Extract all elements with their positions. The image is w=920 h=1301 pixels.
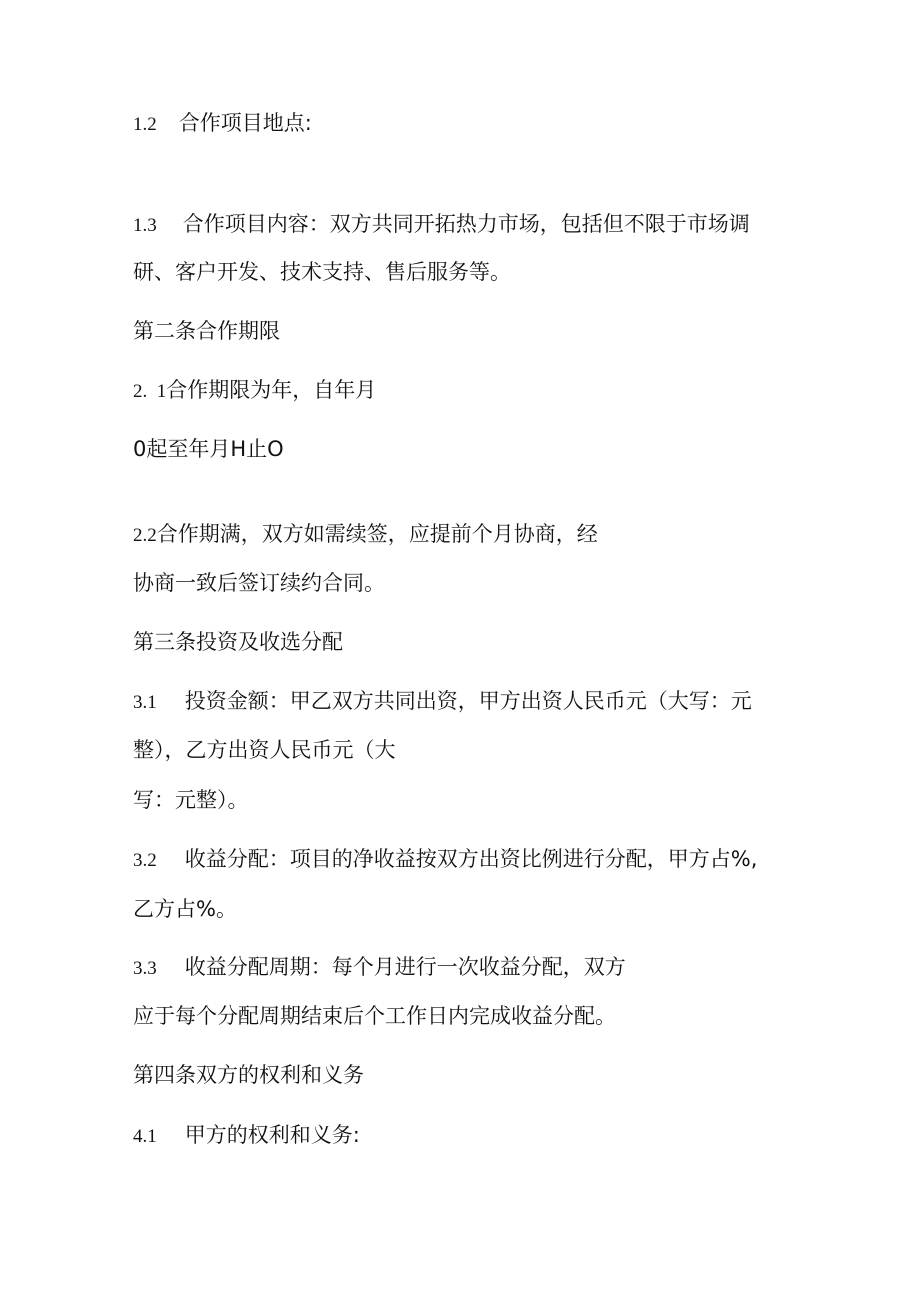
clause-text: 合作项目内容：双方共同开拓热力市场，包括但不限于市场调: [182, 212, 750, 236]
clause-3-1-continued-2: [133, 786, 249, 814]
clause-number: 3.3: [133, 958, 157, 979]
clause-1-3: [133, 210, 750, 240]
article-3-heading: [133, 628, 343, 656]
clause-text: 乙方占%。: [133, 897, 237, 921]
clause-text: 写：元整）。: [133, 788, 249, 812]
clause-text: 收益分配：项目的净收益按双方出资比例进行分配，甲方占%,: [184, 847, 758, 871]
clause-3-1-continued: [133, 736, 396, 764]
clause-2-1: [133, 376, 376, 406]
clause-3-1: [133, 687, 752, 717]
clause-2-1-continued: [133, 435, 284, 463]
clause-text: 研、客户开发、技术支持、售后服务等。: [133, 260, 511, 284]
clause-3-2-continued: [133, 895, 237, 923]
clause-number: 1.2: [133, 114, 157, 135]
clause-text: 合作期限为年，自年月: [166, 378, 377, 402]
clause-2-2: [133, 520, 598, 550]
clause-1-3-continued: [133, 258, 511, 286]
clause-3-3-continued: [133, 1002, 616, 1030]
clause-1-2: [133, 109, 312, 139]
clause-number: 1.3: [133, 215, 157, 236]
article-4-heading: [133, 1061, 364, 1089]
clause-text: 整），乙方出资人民币元（大: [133, 738, 396, 762]
clause-text: 投资金额：甲乙双方共同出资，甲方出资人民币元（大写：元: [184, 689, 752, 713]
clause-number: 2. 1: [133, 381, 167, 402]
article-heading: 第三条投资及收选分配: [133, 630, 343, 654]
clause-number: 2.2: [133, 525, 157, 546]
clause-text: 协商一致后签订续约合同。: [133, 571, 385, 595]
clause-3-3: [133, 953, 626, 983]
clause-text: 收益分配周期：每个月进行一次收益分配，双方: [184, 955, 626, 979]
clause-text: 0起至年月H止O: [133, 437, 284, 461]
clause-number: 3.1: [133, 692, 157, 713]
clause-text: 合作期满，双方如需续签，应提前个月协商，经: [156, 522, 598, 546]
clause-3-2: [133, 845, 757, 875]
article-heading: 第四条双方的权利和义务: [133, 1063, 364, 1087]
clause-2-2-continued: [133, 569, 385, 597]
clause-text: 应于每个分配周期结束后个工作日内完成收益分配。: [133, 1004, 616, 1028]
clause-number: 4.1: [133, 1126, 157, 1147]
clause-text: 合作项目地点:: [178, 111, 312, 135]
clause-number: 3.2: [133, 850, 157, 871]
article-heading: 第二条合作期限: [133, 319, 280, 343]
article-2-heading: [133, 317, 280, 345]
clause-4-1: [133, 1121, 360, 1151]
clause-text: 甲方的权利和义务:: [184, 1123, 360, 1147]
